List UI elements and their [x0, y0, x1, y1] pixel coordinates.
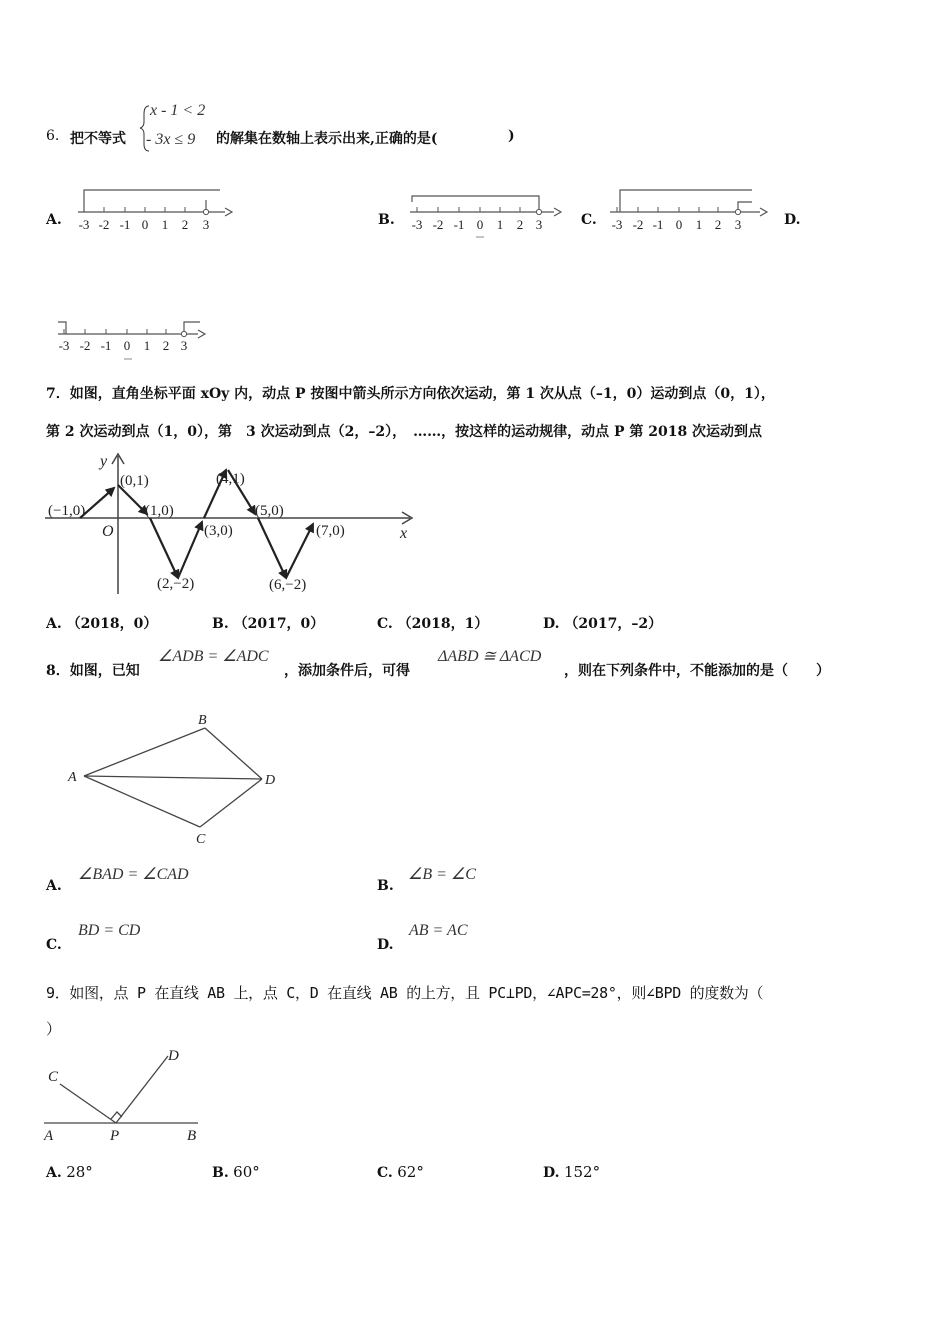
vertex-label: C — [196, 832, 206, 847]
q8-kite-figure — [60, 706, 300, 852]
q6-a-tick: -3 — [78, 217, 90, 232]
q6-option-c-number-line — [602, 180, 774, 240]
q9-option-d-letter: D. — [543, 1165, 560, 1181]
q9-option-c-letter: C. — [377, 1165, 393, 1181]
q6-a-tick: 3 — [202, 217, 210, 232]
y-axis-label: y — [100, 453, 108, 470]
point-label: (−1,0) — [48, 503, 86, 519]
q8-middle: ，添加条件后，可得 — [284, 663, 410, 679]
q9-option-b-text: 60° — [233, 1163, 260, 1181]
q7-option-a-letter: A. — [46, 616, 62, 632]
q6-suffix: 的解集在数轴上表示出来,正确的是( — [216, 131, 438, 147]
q8-given: ∠ADB = ∠ADC — [158, 648, 269, 665]
point-label: P — [110, 1128, 120, 1144]
q6-inequality-1: x - 1 < 2 — [150, 102, 206, 119]
q6-d-tick: -2 — [79, 338, 91, 353]
q8-number: 8．如图，已知 — [46, 663, 140, 679]
q7-option-c-letter: C. — [377, 616, 393, 632]
point-label: C — [48, 1069, 59, 1085]
q9-option-d — [543, 1163, 600, 1181]
q8-option-c-text: BD = CD — [78, 922, 141, 939]
q8-option-c-letter: C. — [46, 937, 62, 953]
q9-option-a-letter: A. — [46, 1165, 62, 1181]
q6-option-a-letter: A. — [46, 212, 62, 228]
vertex-label: A — [68, 770, 77, 785]
q6-c-tick: 3 — [734, 217, 742, 232]
q6-d-tick: 2 — [162, 338, 170, 353]
q6-option-d-letter: D. — [784, 212, 801, 228]
q6-inequality-2: - 3x ≤ 9 — [146, 131, 196, 148]
q6-option-c-letter: C. — [581, 212, 597, 228]
point-label: A — [44, 1128, 54, 1144]
x-axis-label: x — [400, 525, 408, 542]
q9-option-a-text: 28° — [66, 1163, 93, 1181]
q6-c-tick: 2 — [714, 217, 722, 232]
q7-option-b-text: （2017，0） — [233, 616, 325, 632]
q6-d-tick: 0 — [123, 338, 131, 353]
q9-option-c-text: 62° — [397, 1163, 424, 1181]
q7-option-d-letter: D. — [543, 616, 560, 632]
point-label: (6,−2) — [269, 577, 307, 593]
point-label: (0,1) — [120, 473, 149, 489]
point-label: (1,0) — [145, 503, 174, 519]
q7-option-c — [377, 613, 488, 633]
q9-line-1: 9．如图，点 P 在直线 AB 上，点 C，D 在直线 AB 的上方，且 PC⊥PD，∠APC=28°，则∠BPD 的度数为（ — [46, 984, 764, 1002]
point-label: D — [168, 1048, 179, 1064]
q6-b-tick: 0 — [476, 217, 484, 232]
q6-suffix-end: ) — [508, 128, 515, 144]
q8-option-d-letter: D. — [377, 937, 394, 953]
q6-c-tick: -3 — [611, 217, 623, 232]
origin-label: O — [102, 523, 114, 540]
q6-d-tick: 1 — [143, 338, 151, 353]
point-label: (3,0) — [204, 523, 233, 539]
q9-option-b — [212, 1163, 260, 1181]
q8-option-b-text: ∠B = ∠C — [408, 866, 476, 883]
q8-suffix: ，则在下列条件中，不能添加的是（ ） — [564, 663, 830, 679]
point-label: B — [187, 1128, 197, 1144]
q7-option-b-letter: B. — [212, 616, 229, 632]
q7-option-d-text: （2017，–2） — [564, 616, 663, 632]
q6-b-tick: 2 — [516, 217, 524, 232]
q9-option-b-letter: B. — [212, 1165, 229, 1181]
q7-option-a — [46, 613, 157, 633]
q6-option-b-letter: B. — [378, 212, 395, 228]
vertex-label: D — [265, 773, 276, 788]
q9-option-c — [377, 1163, 424, 1181]
q6-option-a-number-line — [70, 180, 240, 240]
q6-c-tick: 1 — [695, 217, 703, 232]
q6-a-tick: -2 — [98, 217, 110, 232]
q8-option-a-letter: A. — [46, 878, 62, 894]
q6-prefix: 把不等式 — [70, 131, 126, 147]
q6-c-tick: -2 — [632, 217, 644, 232]
q6-d-tick: -1 — [100, 338, 112, 353]
q9-option-a — [46, 1163, 93, 1181]
q9-line-2: ） — [46, 1020, 62, 1038]
vertex-label: B — [198, 713, 207, 728]
q6-option-b-number-line — [402, 182, 567, 242]
q8-option-d-text: AB = AC — [409, 922, 468, 939]
q6-c-tick: 0 — [675, 217, 683, 232]
q6-b-tick: 1 — [496, 217, 504, 232]
point-label: (4,1) — [216, 471, 245, 487]
q6-a-tick: -1 — [119, 217, 131, 232]
q9-angle-figure — [40, 1044, 215, 1148]
q7-option-a-text: （2018，0） — [66, 616, 158, 632]
q9-option-d-text: 152° — [563, 1163, 601, 1181]
q8-option-a-text: ∠BAD = ∠CAD — [78, 866, 189, 883]
q7-line-2: 第 2 次运动到点（1，0），第 3 次运动到点（2，–2）， ……，按这样的运动规律，动点 P 第 2018 次运动到点 — [46, 424, 763, 440]
q6-b-tick: -2 — [432, 217, 444, 232]
q6-a-tick: 1 — [161, 217, 169, 232]
point-label: (5,0) — [255, 503, 284, 519]
q6-b-tick: 3 — [535, 217, 543, 232]
q6-b-tick: -1 — [453, 217, 465, 232]
q6-c-tick: -1 — [652, 217, 664, 232]
q6-b-tick: -3 — [411, 217, 423, 232]
point-label: (2,−2) — [157, 576, 195, 592]
q7-option-c-text: （2018，1） — [397, 616, 489, 632]
q6-a-tick: 0 — [141, 217, 149, 232]
point-label: (7,0) — [316, 523, 345, 539]
q6-a-tick: 2 — [181, 217, 189, 232]
q6-d-tick: 3 — [180, 338, 188, 353]
q6-option-d-number-line — [48, 312, 218, 364]
q7-option-d — [543, 613, 662, 633]
q7-line-1: 7．如图，直角坐标平面 xOy 内，动点 P 按图中箭头所示方向依次运动，第 1 次从点（–1，0）运动到点（0，1）， — [46, 386, 775, 402]
q8-congruence: ΔABD ≅ ΔACD — [438, 648, 542, 665]
q6-number: 6. — [46, 128, 60, 144]
q8-option-b-letter: B. — [377, 878, 394, 894]
q7-zigzag-graph — [40, 448, 430, 596]
q6-d-tick: -3 — [58, 338, 70, 353]
q7-option-b — [212, 613, 324, 633]
